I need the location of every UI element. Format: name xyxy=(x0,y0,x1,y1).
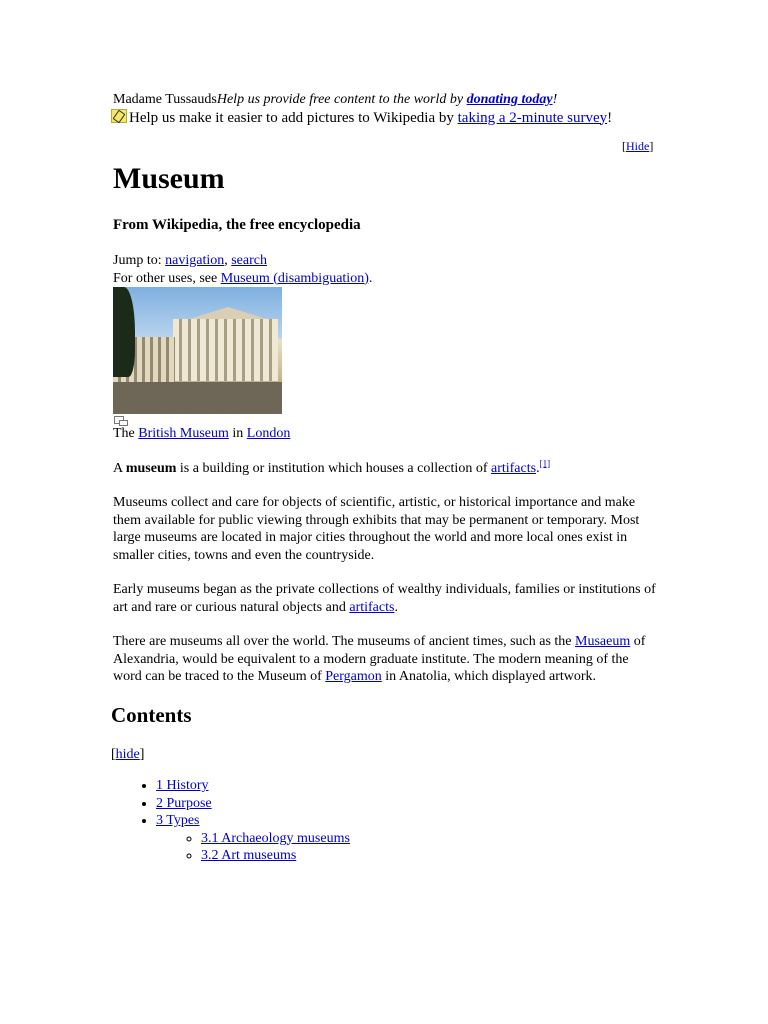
toc-subitem xyxy=(201,847,658,865)
hatnote xyxy=(113,270,658,288)
notice-text: Help us provide free content to the world by xyxy=(216,92,467,107)
toc-link-art[interactable]: 3.2 Art museums xyxy=(201,848,297,863)
p1-bold: museum xyxy=(125,460,177,476)
contents-hide-link[interactable]: hide xyxy=(115,746,140,762)
hatnote-suffix: . xyxy=(368,270,373,286)
notice-suffix: ! xyxy=(552,92,558,107)
enlarge-icon[interactable] xyxy=(114,416,127,425)
toc-link-archaeology[interactable]: 3.1 Archaeology museums xyxy=(201,830,350,846)
toc-link-types[interactable]: 3 Types xyxy=(156,813,200,828)
donation-notice xyxy=(113,91,658,109)
toc-bracket-open: [ xyxy=(111,746,116,762)
p1-a: A xyxy=(113,460,126,476)
paragraph-3 xyxy=(113,581,658,616)
p4-b: of Alexandria, would be equivalent to a modern graduate institute. The modern meaning of the word can be traced to the Museum of xyxy=(113,634,646,684)
jump-links xyxy=(113,252,658,270)
image-caption xyxy=(113,425,658,443)
british-museum-image[interactable] xyxy=(113,287,282,414)
donate-link[interactable]: donating today xyxy=(466,92,553,107)
paragraph-intro xyxy=(113,457,658,478)
london-link[interactable]: London xyxy=(246,426,291,441)
p3-text: Early museums began as the private collections of wealthy individuals, families or institutions of art and rare or curious natural objects and xyxy=(113,582,656,615)
survey-suffix: ! xyxy=(607,109,613,126)
p3-end: . xyxy=(394,599,398,615)
hatnote-text: For other uses, see xyxy=(113,270,221,286)
toc-sublist xyxy=(156,830,658,865)
survey-link[interactable]: taking a 2-minute survey xyxy=(457,109,608,126)
caption-middle: in xyxy=(228,426,247,441)
table-of-contents xyxy=(113,777,658,865)
article-page xyxy=(113,91,658,865)
survey-hide-button[interactable]: Hide xyxy=(626,138,650,153)
toc-item xyxy=(156,795,658,813)
p4-a: There are museums all over the world. The museums of ancient times, such as the xyxy=(113,634,575,649)
toc-item xyxy=(156,777,658,795)
notice-prefix: Madame Tussauds xyxy=(113,92,217,107)
disambiguation-link[interactable]: Museum (disambiguation) xyxy=(220,270,369,286)
toc-subitem xyxy=(201,830,658,848)
jump-label: Jump to: xyxy=(113,253,166,268)
survey-text: Help us make it easier to add pictures to Wikipedia by xyxy=(129,109,458,126)
notice-italic xyxy=(217,92,557,107)
paragraph-2: Museums collect and care for objects of scientific, artistic, or historical importance and make them available for public viewing through exhibits that may be permanent or temporary. Most large museums are located in major cities throughout the world and more local ones exist in smaller cities, towns and even the countryside. xyxy=(113,495,640,563)
jump-navigation-link[interactable]: navigation xyxy=(165,253,225,268)
toc-link-history[interactable]: 1 History xyxy=(156,778,209,793)
contents-toggle xyxy=(111,746,658,764)
pergamon-link[interactable]: Pergamon xyxy=(325,669,382,684)
toc-bracket-close: ] xyxy=(139,746,145,762)
caption-prefix: The xyxy=(113,426,139,441)
p4-c: in Anatolia, which displayed artwork. xyxy=(381,669,597,684)
toc-link-purpose[interactable]: 2 Purpose xyxy=(156,795,212,811)
reference-1-link[interactable]: [1] xyxy=(539,457,551,468)
musaeum-link[interactable]: Musaeum xyxy=(575,634,631,649)
p1-end: . xyxy=(536,460,540,476)
artifacts-link-2[interactable]: artifacts xyxy=(349,599,395,615)
toc-item xyxy=(156,812,658,865)
contents-heading: Contents xyxy=(111,702,192,727)
page-title: Museum xyxy=(113,161,225,195)
paragraph-4 xyxy=(113,633,658,686)
survey-hide: [Hide] xyxy=(622,138,654,153)
survey-pencil-icon xyxy=(111,109,127,123)
page-subtitle: From Wikipedia, the free encyclopedia xyxy=(113,216,361,233)
jump-search-link[interactable]: search xyxy=(231,253,267,268)
jump-separator: , xyxy=(224,253,232,268)
p1-text: is a building or institution which houses a collection of xyxy=(176,460,491,476)
british-museum-link[interactable]: British Museum xyxy=(138,426,229,441)
artifacts-link[interactable]: artifacts xyxy=(490,460,537,476)
survey-notice xyxy=(111,109,654,153)
